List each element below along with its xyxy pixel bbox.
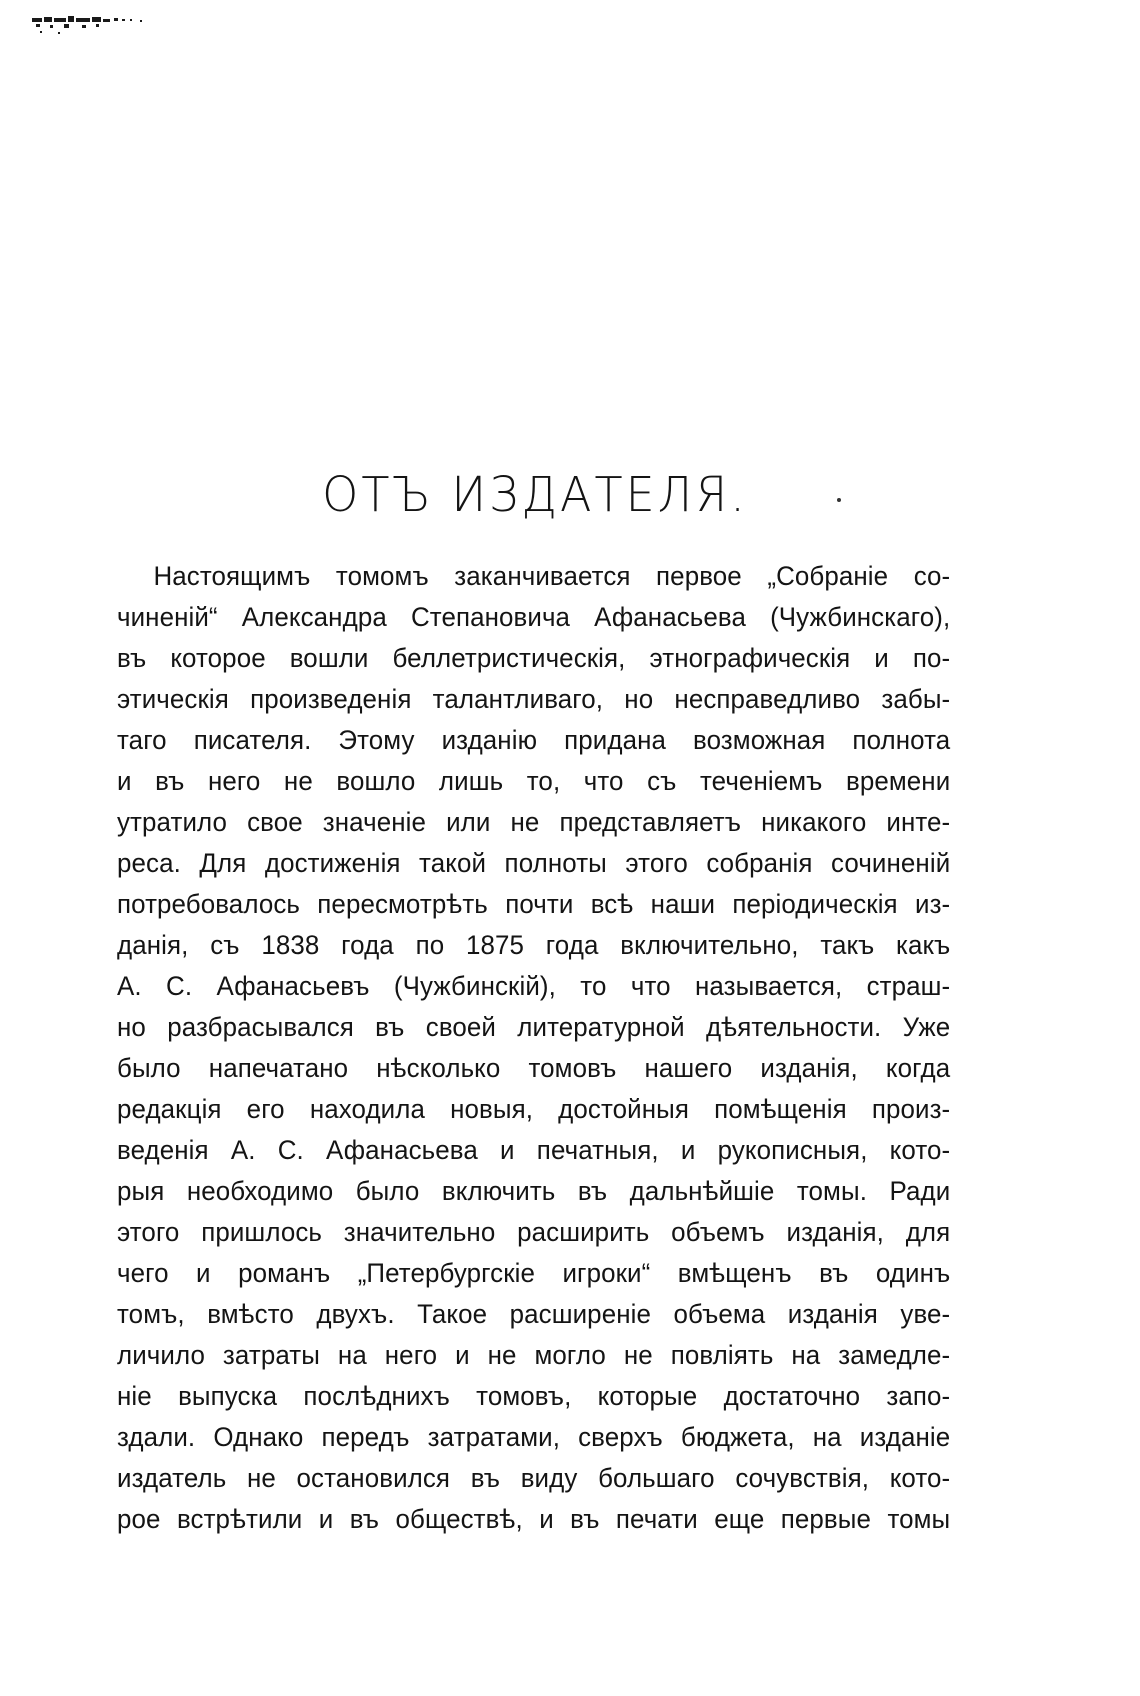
- text-line: А. С. Афанасьевъ (Чужбинскій), то что называется, страш-: [117, 971, 951, 1001]
- text-line: данія, съ 1838 года по 1875 года включительно, такъ какъ: [117, 930, 951, 960]
- text-line: ніе выпуска послѣднихъ томовъ, которые достаточно запо-: [117, 1381, 951, 1411]
- text-line: чего и романъ „Петербургскіе игроки“ вмѣщенъ въ одинъ: [117, 1258, 951, 1288]
- text-line: рое встрѣтили и въ обществѣ, и въ печати еще первые томы: [117, 1504, 951, 1534]
- text-line: но разбрасывался въ своей литературной дѣятельности. Уже: [117, 1012, 951, 1042]
- text-line: чиненій“ Александра Степановича Афанасьева (Чужбинскаго),: [117, 602, 951, 632]
- text-line: редакція его находила новыя, достойныя помѣщенія произ-: [117, 1094, 951, 1124]
- text-line: въ которое вошли беллетристическія, этнографическія и по-: [117, 643, 951, 673]
- page-title: ОТЪ ИЗДАТЕЛЯ.: [322, 466, 748, 523]
- text-line: было напечатано нѣсколько томовъ нашего изданія, когда: [117, 1053, 951, 1083]
- text-line: рыя необходимо было включить въ дальнѣйшіе томы. Ради: [117, 1176, 951, 1206]
- text-line: утратило свое значеніе или не представляетъ никакого инте-: [117, 807, 951, 837]
- text-line: реса. Для достиженія такой полноты этого собранія сочиненій: [117, 848, 951, 878]
- text-line: этическія произведенія талантливаго, но несправедливо забы-: [117, 684, 951, 714]
- text-line: веденія А. С. Афанасьева и печатныя, и рукописныя, кото-: [117, 1135, 951, 1165]
- text-line: личило затраты на него и не могло не повліять на замедле-: [117, 1340, 951, 1370]
- text-line: таго писателя. Этому изданію придана возможная полнота: [117, 725, 951, 755]
- text-line: Настоящимъ томомъ заканчивается первое „Собраніе со-: [153, 561, 951, 591]
- text-line: издатель не остановился въ виду большаго сочувствія, кото-: [117, 1463, 951, 1493]
- text-line: томъ, вмѣсто двухъ. Такое расширеніе объема изданія уве-: [117, 1299, 951, 1329]
- body-paragraph: [117, 556, 950, 1540]
- text-line: потребовалось пересмотрѣть почти всѣ наши періодическія из-: [117, 889, 951, 919]
- text-line: и въ него не вошло лишь то, что съ теченіемъ времени: [117, 766, 951, 796]
- text-line: этого пришлось значительно расширить объемъ изданія, для: [117, 1217, 951, 1247]
- scan-artifact-mark: [30, 14, 160, 40]
- text-line: здали. Однако передъ затратами, сверхъ бюджета, на изданіе: [117, 1422, 951, 1452]
